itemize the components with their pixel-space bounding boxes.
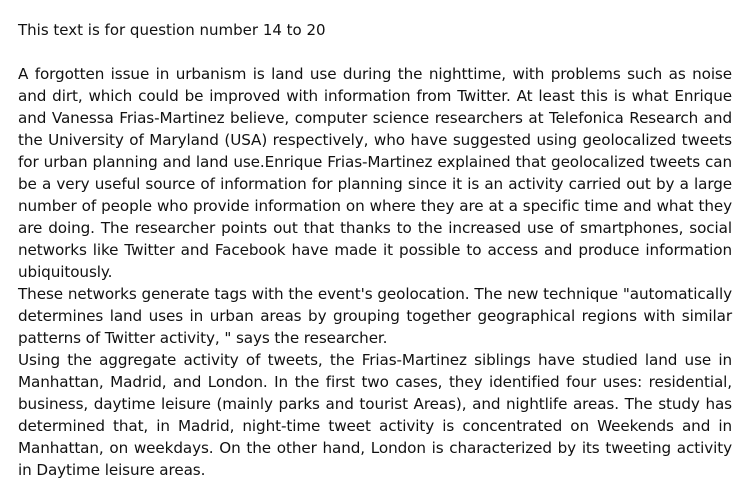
paragraph-spacer [18,41,732,63]
document-body [18,19,732,481]
paragraph-2: These networks generate tags with the event's geolocation. The new technique "automatically determines land uses in urban areas by grouping together geographical regions with similar patterns of Twitter activity, " says the researcher. [18,285,732,347]
paragraph-3: Using the aggregate activity of tweets, the Frias-Martinez siblings have studied land use in Manhattan, Madrid, and London. In the first two cases, they identified four uses: residential, business, daytime leisure (mainly parks and tourist Areas), and nightlife areas. The study has determined that, in Madrid, night-time tweet activity is concentrated on Weekends and in Manhattan, on weekdays. On the other hand, London is characterized by its tweeting activity in Daytime leisure areas. [18,351,732,479]
document-heading: This text is for question number 14 to 20 [18,21,326,39]
paragraph-1: A forgotten issue in urbanism is land use during the nighttime, with problems such as noise and dirt, which could be improved with information from Twitter. At least this is what Enrique and Vanessa Frias-Martinez believe, computer science researchers at Telefonica Research and the University of Maryland (USA) respectively, who have suggested using geolocalized tweets for urban planning and land use.Enrique Frias-Martinez explained that geolocalized tweets can be a very useful source of information for planning since it is an activity carried out by a large number of people who provide information on where they are at a specific time and what they are doing. The researcher points out that thanks to the increased use of smartphones, social networks like Twitter and Facebook have made it possible to access and produce information ubiquitously. [18,65,732,281]
